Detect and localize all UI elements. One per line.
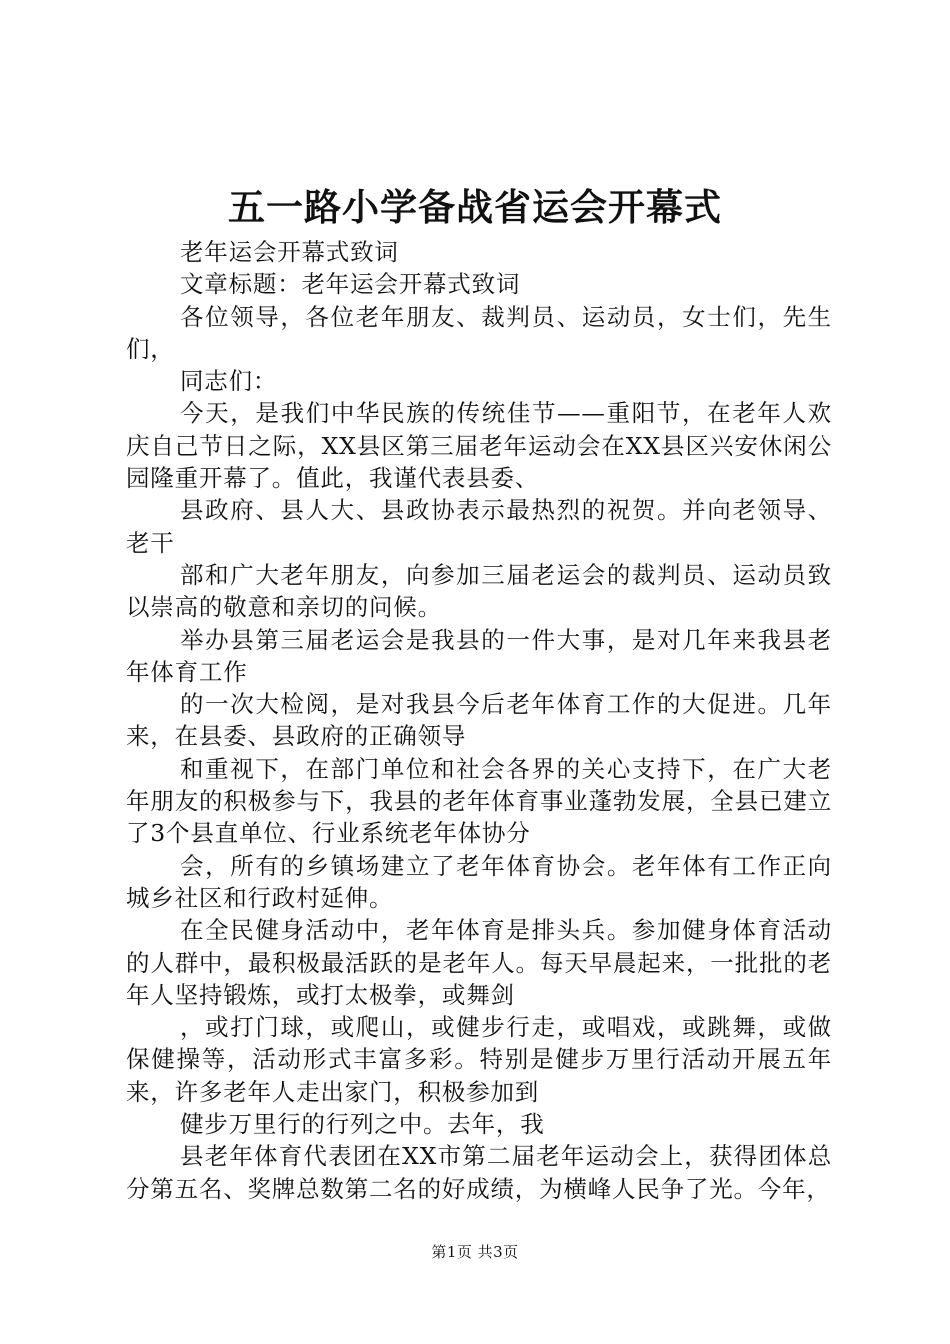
paragraph: 同志们： <box>180 367 278 396</box>
paragraph: 文章标题：老年运会开幕式致词 <box>180 270 521 299</box>
paragraph: 健步万里行的行列之中。去年，我 <box>180 1110 545 1139</box>
paragraph: 会，所有的乡镇场建立了老年体育协会。老年体有工作正向城乡社区和行政村延伸。 <box>126 851 832 912</box>
paragraph: 部和广大老年朋友，向参加三届老运会的裁判员、运动员致以崇高的敬意和亲切的问候。 <box>126 560 832 622</box>
paragraph: 在全民健身活动中，老年体育是排头兵。参加健身体育活动的人群中，最积极最活跃的是老年人。每天早晨起来，一批批的老年人坚持锻炼，或打太极拳，或舞剑 <box>126 916 832 1009</box>
paragraph: 举办县第三届老运会是我县的一件大事，是对几年来我县老年体育工作 <box>126 625 832 686</box>
paragraph: 县老年体育代表团在XX市第二届老年运动会上，获得团体总分第五名、奖牌总数第二名的好成绩，为横峰人民争了光。今年， <box>126 1142 832 1203</box>
paragraph: ，或打门球，或爬山，或健步行走，或唱戏，或跳舞，或做保健操等，活动形式丰富多彩。特别是健步万里行活动开展五年来，许多老年人走出家门，积极参加到 <box>126 1013 832 1106</box>
paragraph: 和重视下，在部门单位和社会各界的关心支持下，在广大老年朋友的积极参与下，我县的老年体育事业蓬勃发展，全县已建立了3个县直单位、行业系统老年体协分 <box>126 754 832 848</box>
paragraph: 今天，是我们中华民族的传统佳节——重阳节，在老年人欢庆自己节日之际，XX县区第三届老年运动会在XX县区兴安休闲公园隆重开幕了。值此，我谨代表县委、 <box>126 399 832 493</box>
paragraph: 老年运会开幕式致词 <box>180 238 399 266</box>
paragraph: 各位领导，各位老年朋友、裁判员、运动员，女士们，先生们， <box>126 302 832 363</box>
page-footer: 第1页 共3页 <box>431 1243 519 1261</box>
document-title: 五一路小学备战省运会开幕式 <box>228 185 722 229</box>
paragraph: 的一次大检阅，是对我县今后老年体育工作的大促进。几年来，在县委、县政府的正确领导 <box>126 690 832 751</box>
paragraph: 县政府、县人大、县政协表示最热烈的祝贺。并向老领导、老干 <box>126 496 832 557</box>
document-body <box>126 236 832 1205</box>
